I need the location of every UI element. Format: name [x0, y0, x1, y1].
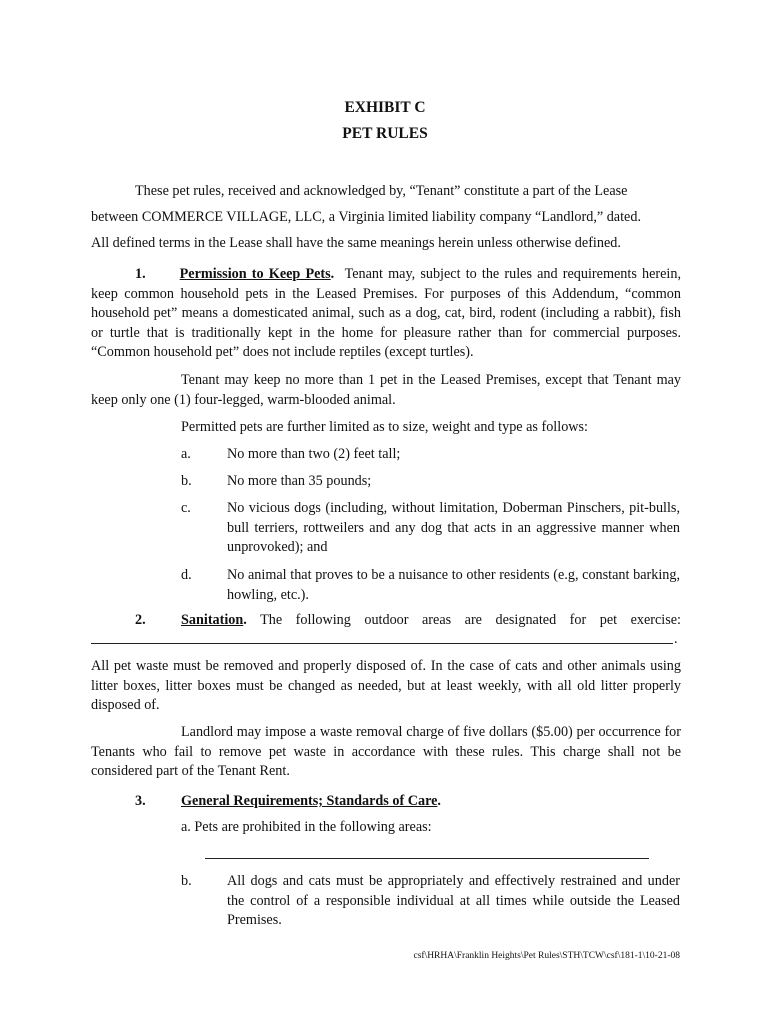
intro-paragraph — [91, 178, 681, 256]
item-a-text: No more than two (2) feet tall; — [227, 446, 401, 462]
section-3-heading-punct: . — [437, 793, 441, 809]
section-1-heading: Permission to Keep Pets — [179, 266, 331, 282]
section-2-number-text: 2. — [135, 612, 146, 628]
prohibited-areas-blank-line[interactable] — [205, 858, 649, 859]
section-2-para-2: All pet waste must be removed and properly disposed of. In the case of cats and other animals using litter boxes, litter boxes must be changed as needed, but at least weekly, with all old litter properly disposed of. — [91, 658, 681, 714]
document-footer-path: csf\HRHA\Franklin Heights\Pet Rules\STH\TCW\csf\181-1\10-21-08 — [413, 951, 680, 961]
section-3-number-text: 3. — [135, 793, 146, 809]
section-3-item-a: a. Pets are prohibited in the following areas: — [181, 819, 432, 835]
section-2-text: The following outdoor areas are designated for pet exercise: — [260, 612, 681, 628]
section-1-heading-punct: . — [330, 266, 335, 282]
item-b-letter: b. — [181, 473, 192, 489]
document-title: PET RULES — [342, 125, 428, 142]
section-3-item-b-letter: b. — [181, 873, 192, 889]
section-2-heading-line — [181, 611, 681, 631]
item-d-letter: d. — [181, 567, 192, 583]
section-2-number — [135, 611, 175, 631]
section-2-heading-punct: . — [243, 612, 247, 628]
item-a-letter: a. — [181, 446, 191, 462]
section-2-para-3: Landlord may impose a waste removal charge of five dollars ($5.00) per occurrence for Tenants who fail to remove pet waste in accordance with these rules. This charge shall not be considered part of the Tenant Rent. — [91, 724, 681, 780]
blank-line-period: . — [674, 631, 678, 647]
section-1-paragraph — [91, 265, 681, 363]
intro-line-3: All defined terms in the Lease shall have the same meanings herein unless otherwise defined. — [91, 235, 621, 251]
section-3-number — [135, 792, 175, 812]
section-1-para-3: Permitted pets are further limited as to size, weight and type as follows: — [181, 419, 588, 435]
section-3-heading-line — [181, 792, 681, 812]
item-c-letter: c. — [181, 500, 191, 516]
intro-line-1: These pet rules, received and acknowledged by, “Tenant” constitute a part of the Lease — [135, 183, 628, 199]
item-b-text: No more than 35 pounds; — [227, 473, 372, 489]
section-1-para-2: Tenant may keep no more than 1 pet in the Leased Premises, except that Tenant may keep only one (1) four-legged, warm-blooded animal. — [91, 372, 681, 408]
exercise-area-blank-line[interactable] — [91, 643, 673, 644]
section-1-number: 1. — [135, 266, 146, 282]
section-3-item-b-text: All dogs and cats must be appropriately and effectively restrained and under the control of a responsible individual at all times while outside the Leased Premises. — [227, 873, 680, 929]
exhibit-title: EXHIBIT C — [344, 99, 426, 116]
section-1-text: Tenant may, subject to the rules and requirements herein, keep common household pets in the Leased Premises. For purposes of this Addendum, “common household pet” means a domesticated animal, such as a dog, cat, bird, rodent (including a rabbit), fish or turtle that is traditionally kept in the home for pleasure rather than for commercial purposes. “Common household pet” does not include reptiles (except turtles). — [91, 266, 682, 361]
section-3-heading: General Requirements; Standards of Care — [181, 793, 438, 809]
section-2-heading: Sanitation — [181, 612, 244, 628]
item-c-text: No vicious dogs (including, without limitation, Doberman Pinschers, pit-bulls, bull terriers, rottweilers and any dog that acts in an aggressive manner when unprovoked); and — [227, 500, 680, 556]
item-d-text: No animal that proves to be a nuisance to other residents (e.g, constant barking, howling, etc.). — [227, 567, 680, 603]
intro-line-2: between COMMERCE VILLAGE, LLC, a Virginia limited liability company “Landlord,” dated. — [91, 209, 641, 225]
